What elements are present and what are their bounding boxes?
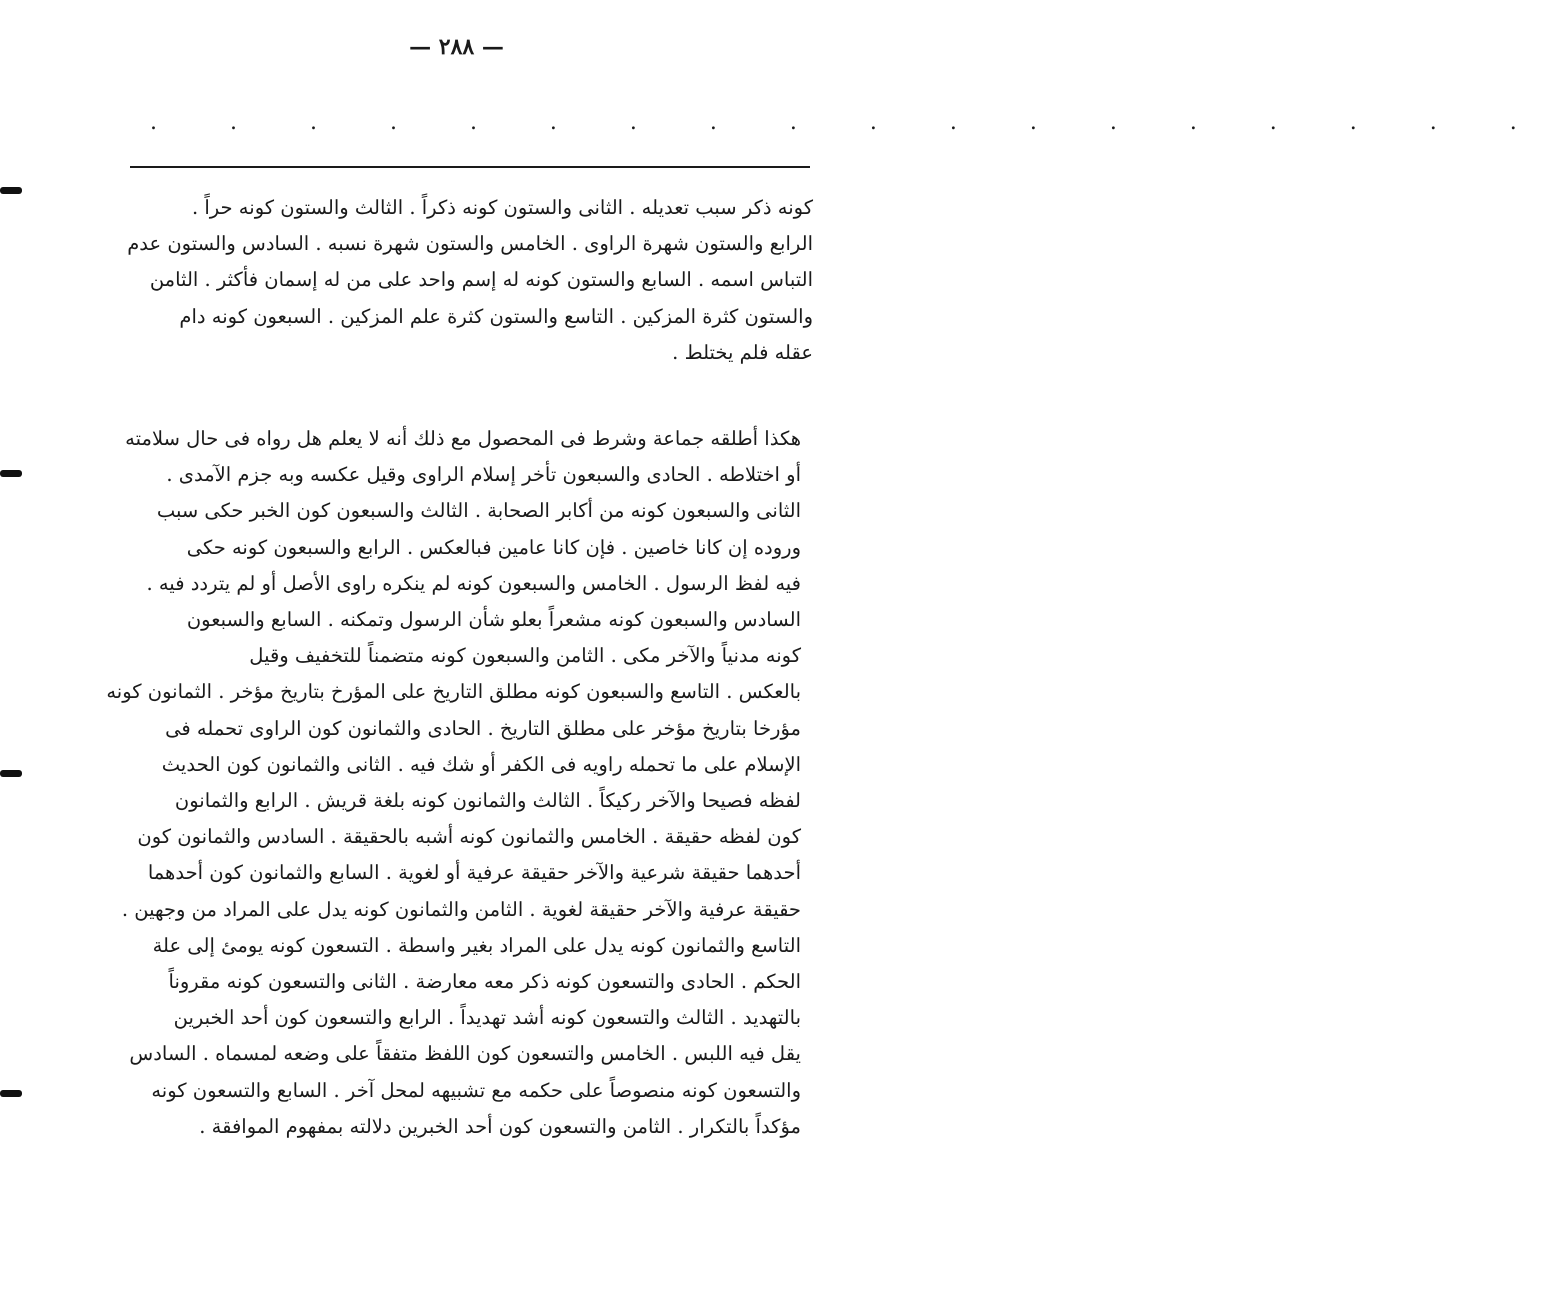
text-line: التاسع والثمانون كونه يدل على المراد بغير واسطة . التسعون كونه يومئ إلى علة [152,933,801,957]
left-margin-mark [0,470,22,477]
text-line: كونه مدنياً والآخر مكى . الثامن والسبعون كونه متضمناً للتخفيف وقيل [249,644,801,668]
text-line: أو اختلاطه . الحادى والسبعون تأخر إسلام الراوى وقيل عكسه وبه جزم الآمدى . [166,463,801,487]
text-line: كون لفظه حقيقة . الخامس والثمانون كونه أشبه بالحقيقة . السادس والثمانون كون [137,825,801,849]
text-line: السادس والسبعون كونه مشعراً بعلو شأن الرسول وتمكنه . السابع والسبعون [186,608,801,632]
text-line: هكذا أطلقه جماعة وشرط فى المحصول مع ذلك أنه لا يعلم هل رواه فى حال سلامته [125,427,801,450]
page-number: — ٢٨٨ — [409,34,504,60]
text-line: يقل فيه اللبس . الخامس والتسعون كون اللفظ متفقاً على وضعه لمسماه . السادس [129,1042,801,1066]
text-line: عقله فلم يختلط . [672,340,813,364]
text-line: والتسعون كونه منصوصاً على حكمه مع تشبيهه لمحل آخر . السابع والتسعون كونه [151,1078,801,1102]
text-line: فيه لفظ الرسول . الخامس والسبعون كونه لم ينكره راوى الأصل أو لم يتردد فيه . [146,571,801,595]
left-margin-mark [0,187,22,194]
text-line: بالتهديد . الثالث والتسعون كونه أشد تهديداً . الرابع والتسعون كون أحد الخبرين [173,1006,801,1030]
paragraph-main [106,421,813,1145]
text-line: مؤكداً بالتكرار . الثامن والتسعون كون أحد الخبرين دلالته بمفهوم الموافقة . [199,1114,801,1138]
text-line: وروده إن كانا خاصين . فإن كانا عامين فبالعكس . الرابع والسبعون كونه حكى [186,535,801,559]
text-line: لفظه فصيحا والآخر ركيكاً . الثالث والثمانون كونه بلغة قريش . الرابع والثمانون [174,789,801,813]
ellipsis-dots-row: . . . . . . . . . . . . . . . . . . [150,110,1550,135]
text-line: كونه ذكر سبب تعديله . الثانى والستون كونه ذكراً . الثالث والستون كونه حراً . [191,196,813,219]
text-line: الثانى والسبعون كونه من أكابر الصحابة . الثالث والسبعون كون الخبر حكى سبب [156,499,801,523]
text-line: مؤرخا بتاريخ مؤخر على مطلق التاريخ . الحادى والثمانون كون الراوى تحمله فى [165,716,801,740]
text-line: حقيقة عرفية والآخر حقيقة لغوية . الثامن والثمانون كونه يدل على المراد من وجهين . [121,897,801,921]
text-line: أحدهما حقيقة شرعية والآخر حقيقة عرفية أو لغوية . السابع والثمانون كون أحدهما [147,861,801,885]
paragraph-continued [128,190,813,371]
text-line: بالعكس . التاسع والسبعون كونه مطلق التاريخ على المؤرخ بتاريخ مؤخر . الثمانون كونه [106,680,801,704]
text-line: التباس اسمه . السابع والستون كونه له إسم واحد على من له إسمان فأكثر . الثامن [149,268,813,292]
left-margin-mark [0,1090,22,1097]
text-line: الرابع والستون شهرة الراوى . الخامس والستون شهرة نسبه . السادس والستون عدم [127,232,813,256]
separator-rule [130,166,810,168]
text-line: الحكم . الحادى والتسعون كونه ذكر معه معارضة . الثانى والتسعون كونه مقروناً [168,970,801,994]
left-margin-mark [0,770,22,777]
text-line: الإسلام على ما تحمله راويه فى الكفر أو شك فيه . الثانى والثمانون كون الحديث [161,752,801,776]
text-line: والستون كثرة المزكين . التاسع والستون كثرة علم المزكين . السبعون كونه دام [179,304,813,328]
